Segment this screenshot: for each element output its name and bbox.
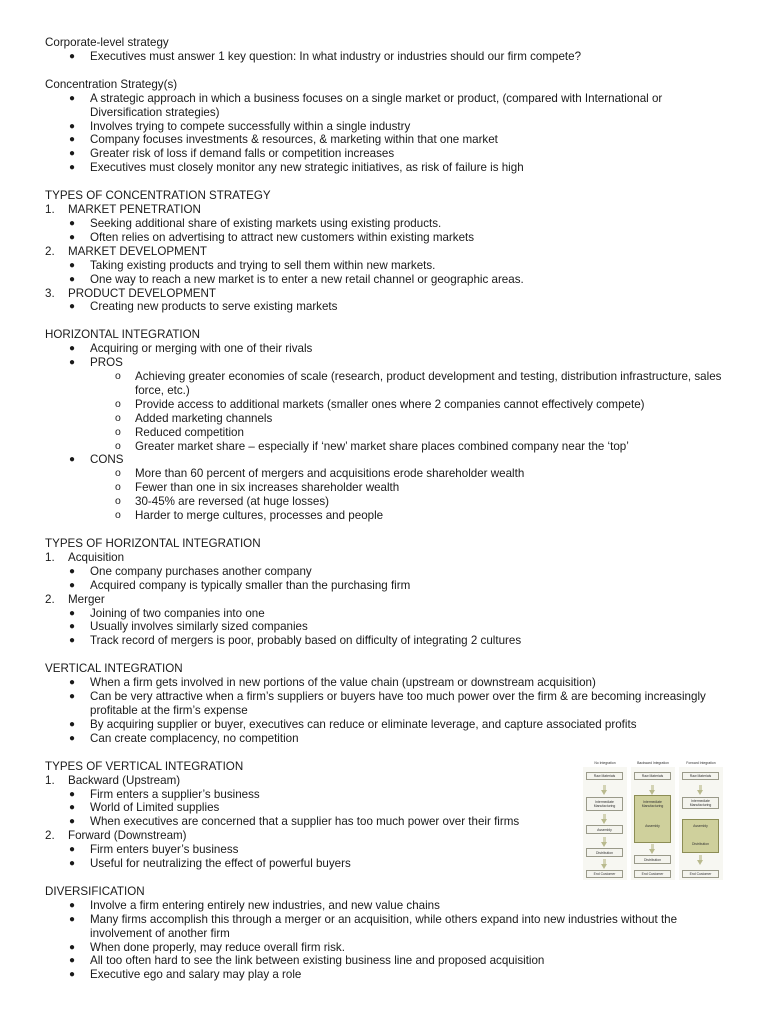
diagram-column-no-integration <box>583 761 627 880</box>
section-concentration <box>45 78 735 175</box>
diagram-column-forward-integration <box>679 761 723 880</box>
section-types-concentration <box>45 189 735 314</box>
list-item: ● Company focuses investments & resources, & marketing within that one market <box>69 133 498 147</box>
list-item: ● All too often hard to see the link between existing business line and proposed acquisition <box>69 954 545 968</box>
list-item: ● When done properly, may reduce overall firm risk. <box>69 940 345 954</box>
list-item: ● Involves trying to compete successfully within a single industry <box>69 119 411 133</box>
list-item-pros: ● PROS <box>69 356 123 370</box>
diagram-column-title: Backward Integration <box>637 761 669 765</box>
list-item: ● Often relies on advertising to attract new customers within existing markets <box>69 230 475 244</box>
section-heading: TYPES OF CONCENTRATION STRATEGY <box>45 189 271 203</box>
list-item: ● Seeking additional share of existing markets using existing products. <box>69 216 442 230</box>
list-item: ● A strategic approach in which a business focuses on a single market or product, (compared with International or Diversification strategies) <box>69 91 663 119</box>
list-item: ● Firm enters a supplier’s business <box>69 787 260 801</box>
list-item: ● One way to reach a new market is to enter a new retail channel or geographic areas. <box>69 272 524 286</box>
list-item: ● Can create complacency, no competition <box>69 731 299 745</box>
diagram-box: Distribution <box>634 855 671 864</box>
list-item: ● World of Limited supplies <box>69 801 220 815</box>
diagram-column-title: No Integration <box>594 761 616 765</box>
section-corporate <box>45 36 735 64</box>
diagram-column-backward-integration <box>631 761 675 880</box>
sub-list-item: o Reduced competition <box>115 425 244 439</box>
diagram-box: End Customer <box>586 870 623 878</box>
diagram-box: Assembly <box>682 819 719 853</box>
diagram-box: Intermediate Manufacturing <box>682 797 719 809</box>
numbered-item: 1. Acquisition <box>45 550 125 564</box>
list-item-cons: ● CONS <box>69 453 124 467</box>
sub-list-item: o Provide access to additional markets (smaller ones where 2 companies cannot effectively compete) <box>115 397 645 411</box>
diagram-box: Distribution <box>586 848 623 857</box>
diagram-box: Raw Materials <box>682 772 719 780</box>
list-item: ● Executive ego and salary may play a role <box>69 968 302 982</box>
numbered-item: 1. MARKET PENETRATION <box>45 203 201 217</box>
section-heading: DIVERSIFICATION <box>45 884 145 898</box>
list-item: ● By acquiring supplier or buyer, executives can reduce or eliminate leverage, and capture associated profits <box>69 717 637 731</box>
numbered-item: 2. Merger <box>45 592 105 606</box>
sub-list-item: o Harder to merge cultures, processes and people <box>115 509 384 523</box>
diagram-box: Assembly <box>645 824 660 828</box>
list-item: ● Many firms accomplish this through a merger or an acquisition, while others expand into new industries without the involvement of another firm <box>69 912 678 940</box>
sub-list-item: o Added marketing channels <box>115 411 273 425</box>
list-item: ● Can be very attractive when a firm’s suppliers or buyers have too much power over the firm & are becoming increasingly profitable at the firm’s expense <box>69 690 706 717</box>
list-item: ● Executives must closely monitor any new strategic initiatives, as risk of failure is high <box>69 161 524 175</box>
diagram-box: End Customer <box>682 870 719 878</box>
list-item: ● When executives are concerned that a supplier has too much power over their firms <box>69 815 520 829</box>
section-horizontal <box>45 328 735 523</box>
section-heading: Concentration Strategy(s) <box>45 77 178 91</box>
section-heading: TYPES OF VERTICAL INTEGRATION <box>45 759 244 773</box>
vertical-integration-diagram <box>583 761 723 880</box>
sub-list-item: o Greater market share – especially if ‘new’ market share places combined company near the ‘top’ <box>115 439 629 453</box>
diagram-box: Intermediate Manufacturing <box>586 797 623 811</box>
section-heading: TYPES OF HORIZONTAL INTEGRATION <box>45 537 261 550</box>
list-item: ● Joining of two companies into one <box>69 606 265 620</box>
list-item: ● Taking existing products and trying to sell them within new markets. <box>69 258 436 272</box>
numbered-item: 1. Backward (Upstream) <box>45 773 181 787</box>
diagram-box: Intermediate Manufacturing <box>634 795 671 843</box>
numbered-item: 3. PRODUCT DEVELOPMENT <box>45 286 216 300</box>
list-item: ● Greater risk of loss if demand falls or competition increases <box>69 147 395 161</box>
sub-list-item: o Fewer than one in six increases shareholder wealth <box>115 481 400 495</box>
list-item: ● Involve a firm entering entirely new industries, and new value chains <box>69 898 440 912</box>
sub-list-item: o Achieving greater economies of scale (research, product development and testing, distribution infrastructure, sales force, etc.) <box>115 370 722 397</box>
list-item: ● Acquiring or merging with one of their rivals <box>69 342 313 356</box>
list-item: ● Usually involves similarly sized companies <box>69 620 308 634</box>
diagram-box: Distribution <box>692 842 709 846</box>
section-heading: HORIZONTAL INTEGRATION <box>45 328 201 342</box>
list-item: ● Acquired company is typically smaller than the purchasing firm <box>69 578 411 592</box>
list-item: ● Creating new products to serve existing markets <box>69 300 338 314</box>
section-vertical <box>45 662 735 745</box>
sub-list-item: o 30-45% are reversed (at huge losses) <box>115 495 329 509</box>
list-item: ● Executives must answer 1 key question: In what industry or industries should our firm compete? <box>69 49 582 63</box>
numbered-item: 2. Forward (Downstream) <box>45 829 187 843</box>
diagram-box: Raw Materials <box>586 772 623 780</box>
section-heading: VERTICAL INTEGRATION <box>45 662 183 676</box>
diagram-box: Raw Materials <box>634 772 671 780</box>
sub-list-item: o More than 60 percent of mergers and acquisitions erode shareholder wealth <box>115 467 525 481</box>
list-item: ● When a firm gets involved in new portions of the value chain (upstream or downstream acquisition) <box>69 676 596 690</box>
diagram-box: Assembly <box>586 825 623 834</box>
numbered-item: 2. MARKET DEVELOPMENT <box>45 244 207 258</box>
diagram-box: End Customer <box>634 870 671 878</box>
section-types-horizontal <box>45 537 735 648</box>
section-diversification <box>45 885 735 982</box>
list-item: ● One company purchases another company <box>69 564 312 578</box>
list-item: ● Firm enters buyer’s business <box>69 843 239 857</box>
list-item: ● Track record of mergers is poor, probably based on difficulty of integrating 2 cultures <box>69 634 522 648</box>
section-heading: Corporate-level strategy <box>45 36 169 49</box>
diagram-column-title: Forward Integration <box>686 761 716 765</box>
list-item: ● Useful for neutralizing the effect of powerful buyers <box>69 857 351 871</box>
